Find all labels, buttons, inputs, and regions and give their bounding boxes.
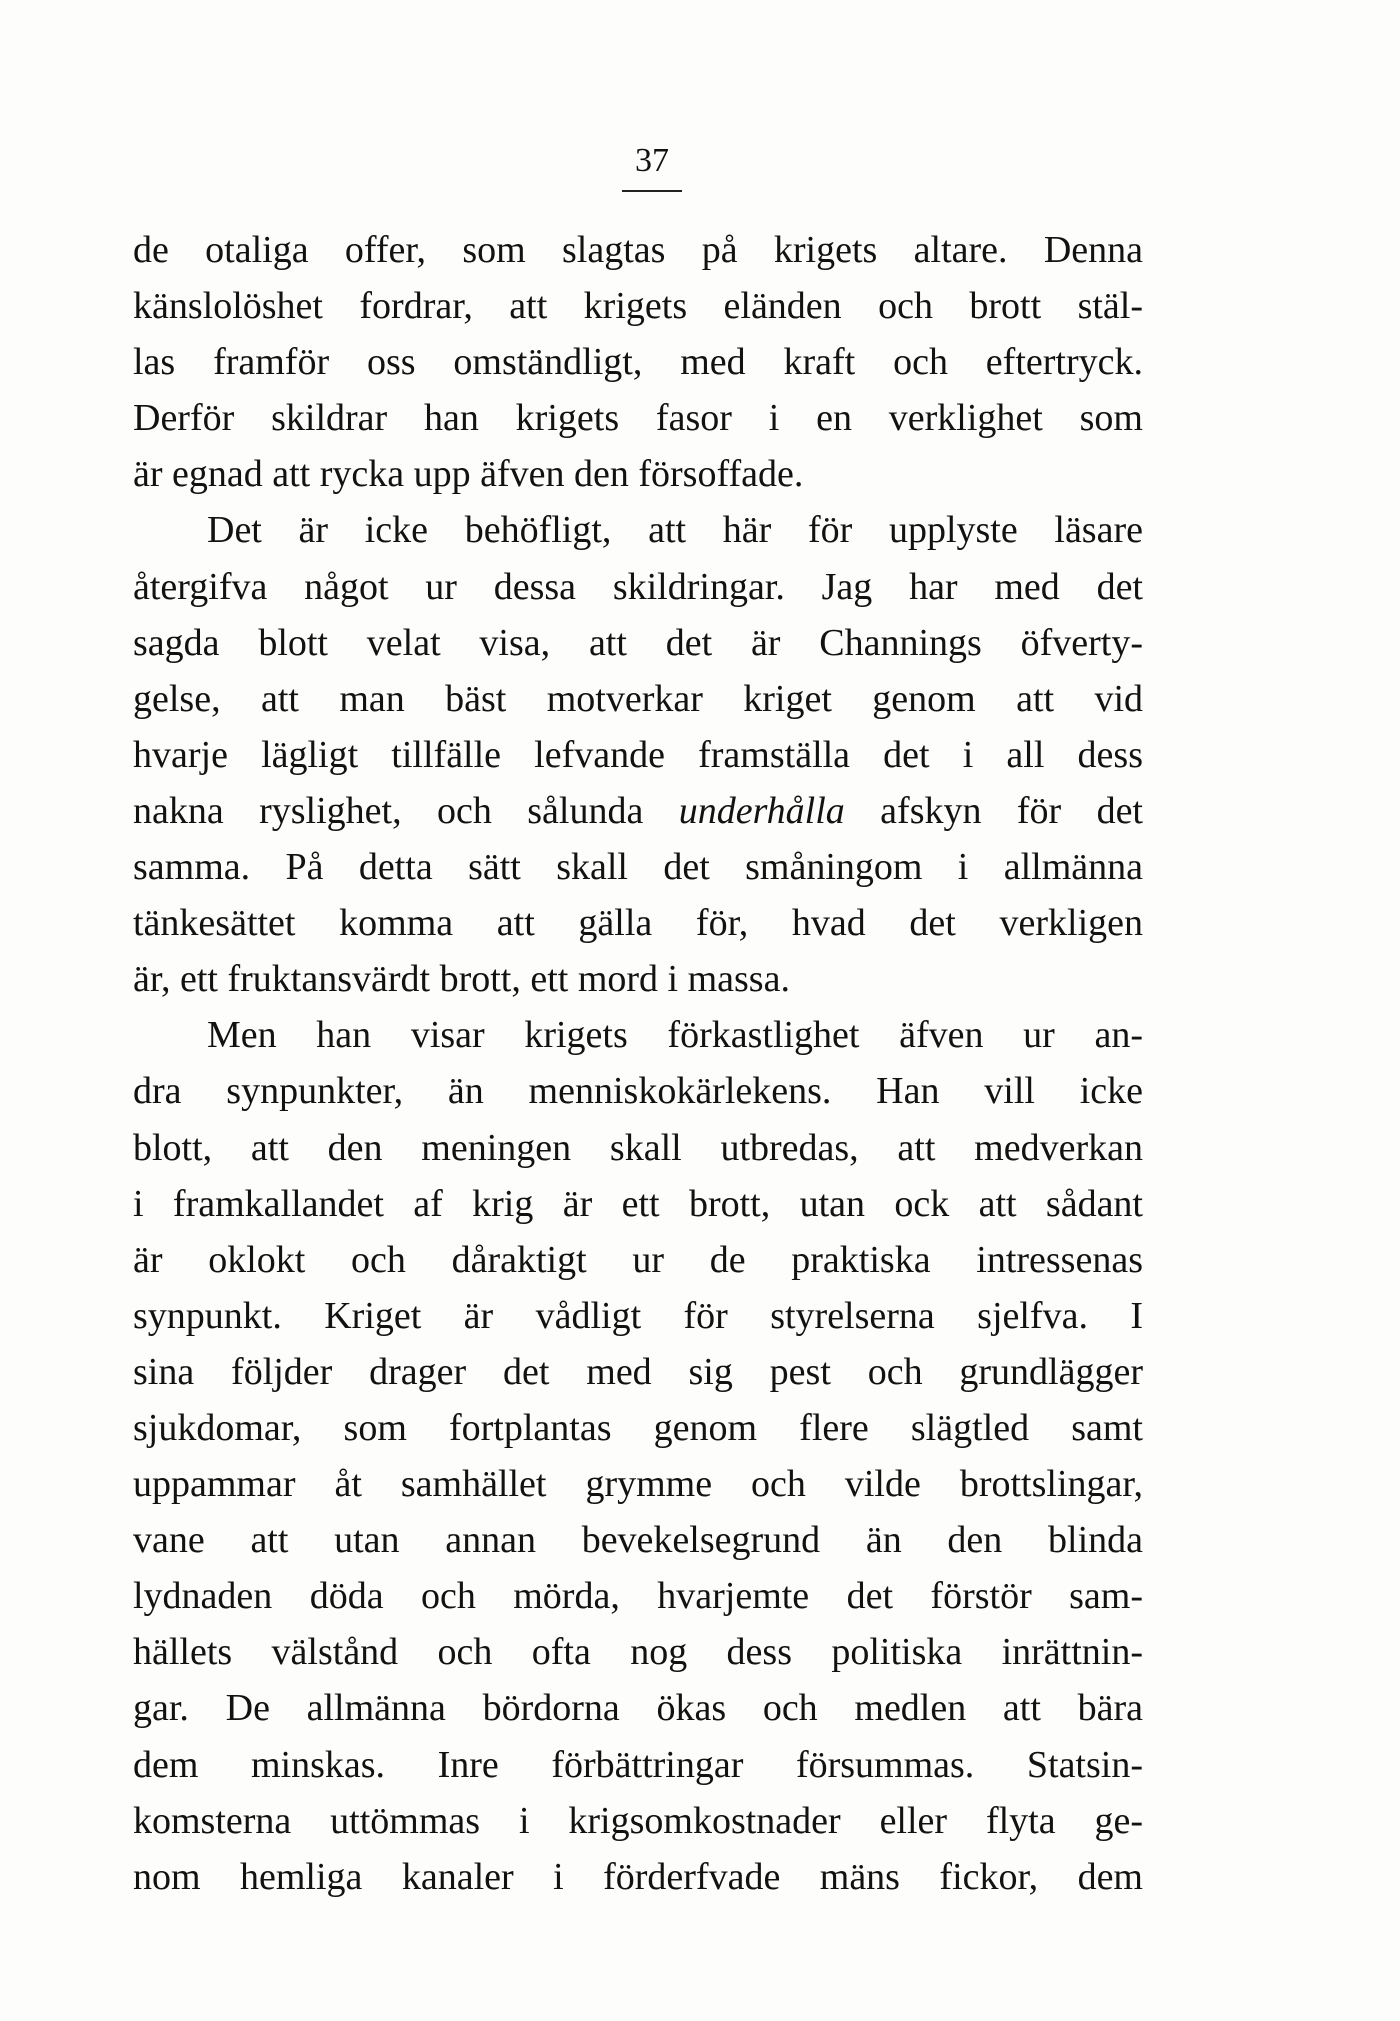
text-line: i framkallandet af krig är ett brott, utan ock att sådant (133, 1182, 1143, 1225)
body-text (133, 222, 1143, 1905)
text-line: känslolöshet fordrar, att krigets eländen och brott stäl- (133, 285, 1143, 328)
text-line: nom hemliga kanaler i förderfvade mäns fickor, dem (133, 1855, 1143, 1898)
text-line: är oklokt och dåraktigt ur de praktiska intressenas (133, 1238, 1143, 1281)
text-line: är egnad att rycka upp äfven den försoffade. (133, 453, 804, 496)
text-line: blott, att den meningen skall utbredas, att medverkan (133, 1126, 1143, 1169)
text-segment: nakna ryslighet, och sålunda (133, 789, 679, 832)
italic-emphasis: underhålla (678, 789, 845, 832)
page-number: 37 (622, 142, 682, 192)
text-line: gelse, att man bäst motverkar kriget genom att vid (133, 677, 1143, 720)
text-line: dem minskas. Inre förbättringar försummas. Statsin- (133, 1743, 1143, 1786)
text-line: Men han visar krigets förkastlighet äfven ur an- (207, 1014, 1143, 1057)
text-line (133, 783, 1143, 839)
text-line: sina följder drager det med sig pest och grundlägger (133, 1350, 1143, 1393)
text-line: de otaliga offer, som slagtas på krigets altare. Denna (133, 229, 1143, 271)
text-line: Derför skildrar han krigets fasor i en verklighet som (133, 397, 1143, 440)
text-line: komsterna uttömmas i krigsomkostnader eller flyta ge- (133, 1799, 1143, 1842)
text-line: sjukdomar, som fortplantas genom flere slägtled samt (133, 1406, 1143, 1449)
text-line: är, ett fruktansvärdt brott, ett mord i massa. (133, 958, 790, 1001)
text-line: sagda blott velat visa, att det är Channings öfverty- (133, 621, 1143, 664)
text-line: vane att utan annan bevekelsegrund än den blinda (133, 1519, 1143, 1562)
text-line: lydnaden döda och mörda, hvarjemte det förstör sam- (133, 1575, 1143, 1618)
text-line: dra synpunkter, än menniskokärlekens. Han vill icke (133, 1070, 1143, 1113)
text-line: Det är icke behöfligt, att här för upplyste läsare (207, 509, 1143, 552)
text-line: tänkesättet komma att gälla för, hvad det verkligen (133, 902, 1143, 945)
text-line: synpunkt. Kriget är vådligt för styrelserna sjelfva. I (133, 1294, 1143, 1337)
text-line: las framför oss omständligt, med kraft och eftertryck. (133, 341, 1143, 384)
text-line: återgifva något ur dessa skildringar. Jag har med det (133, 565, 1143, 608)
text-line: samma. På detta sätt skall det småningom i allmänna (133, 846, 1143, 889)
text-segment: afskyn för det (844, 789, 1143, 832)
text-line: uppammar åt samhället grymme och vilde brottslingar, (133, 1463, 1143, 1506)
text-line: hällets välstånd och ofta nog dess politiska inrättnin- (133, 1631, 1143, 1674)
text-line: gar. De allmänna bördorna ökas och medlen att bära (133, 1687, 1143, 1730)
text-line: hvarje lägligt tillfälle lefvande framställa det i all dess (133, 733, 1143, 776)
